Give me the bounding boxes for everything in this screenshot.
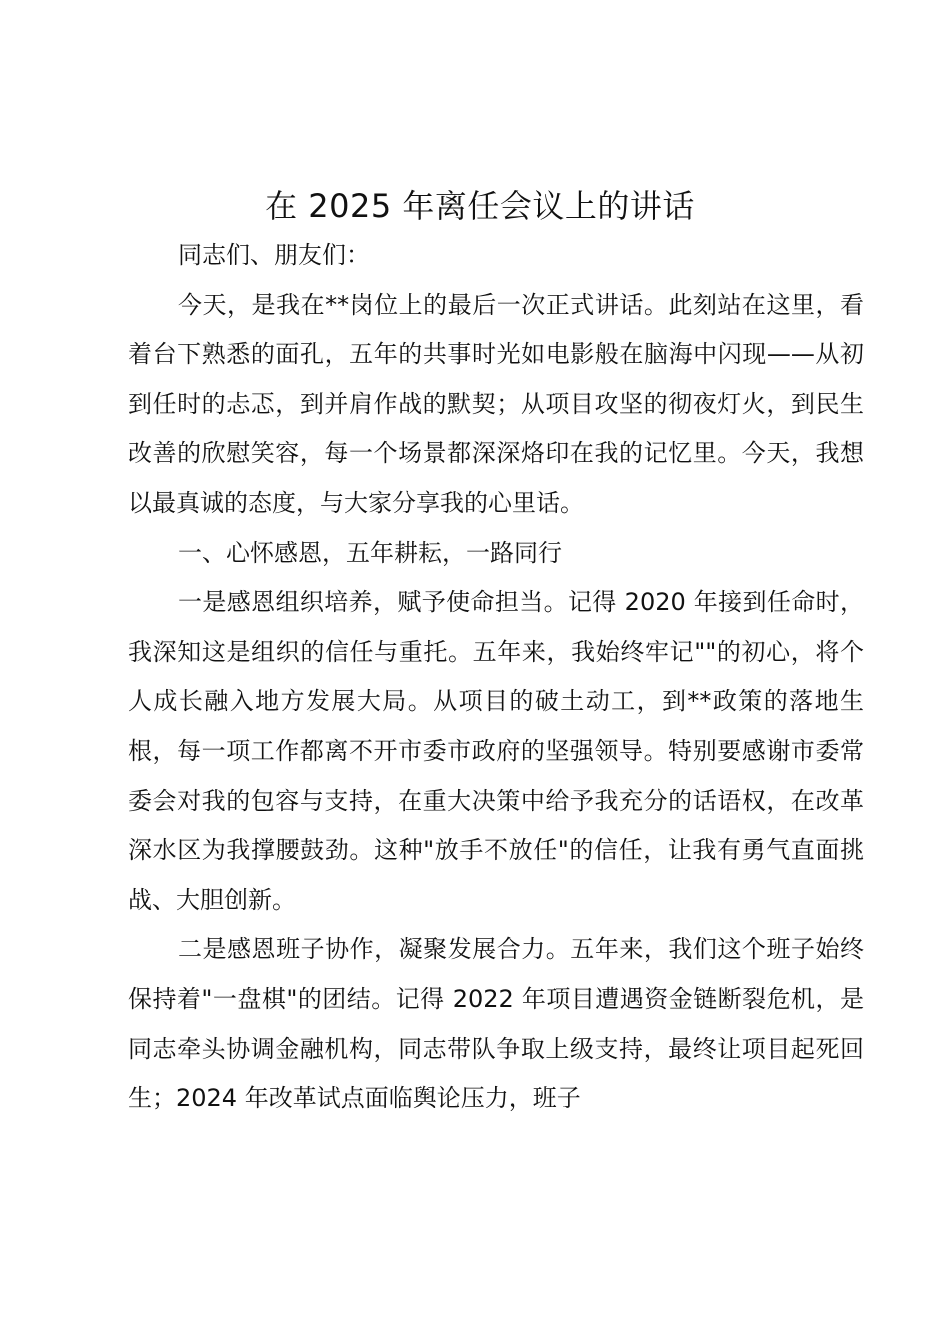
document-body: [128, 231, 864, 1124]
section-heading-1: 一、心怀感恩，五年耕耘，一路同行: [178, 538, 562, 567]
paragraph-opening: 今天，是我在**岗位上的最后一次正式讲话。此刻站在这里，看着台下熟悉的面孔，五年的共事时光如电影般在脑海中闪现——从初到任时的忐忑，到并肩作战的默契；从项目攻坚的彻夜灯火，到民生改善的欣慰笑容，每一个场景都深深烙印在我的记忆里。今天，我想以最真诚的态度，与大家分享我的心里话。: [128, 290, 864, 517]
paragraph-gratitude-team: 二是感恩班子协作，凝聚发展合力。五年来，我们这个班子始终保持着"一盘棋"的团结。记得 2022 年项目遭遇资金链断裂危机，是同志牵头协调金融机构，同志带队争取上级支持，最终让项目起死回生；2024 年改革试点面临舆论压力，班子: [128, 935, 864, 1113]
salutation: 同志们、朋友们：: [178, 241, 370, 269]
paragraph-gratitude-organization: 一是感恩组织培养，赋予使命担当。记得 2020 年接到任命时，我深知这是组织的信任与重托。五年来，我始终牢记""的初心，将个人成长融入地方发展大局。从项目的破土动工，到**政策的落地生根，每一项工作都离不开市委市政府的坚强领导。特别要感谢市委常委会对我的包容与支持，在重大决策中给予我充分的话语权，在改革深水区为我撑腰鼓劲。这种"放手不放任"的信任，让我有勇气直面挑战、大胆创新。: [128, 588, 864, 914]
document-title: 在 2025 年离任会议上的讲话: [265, 187, 695, 225]
